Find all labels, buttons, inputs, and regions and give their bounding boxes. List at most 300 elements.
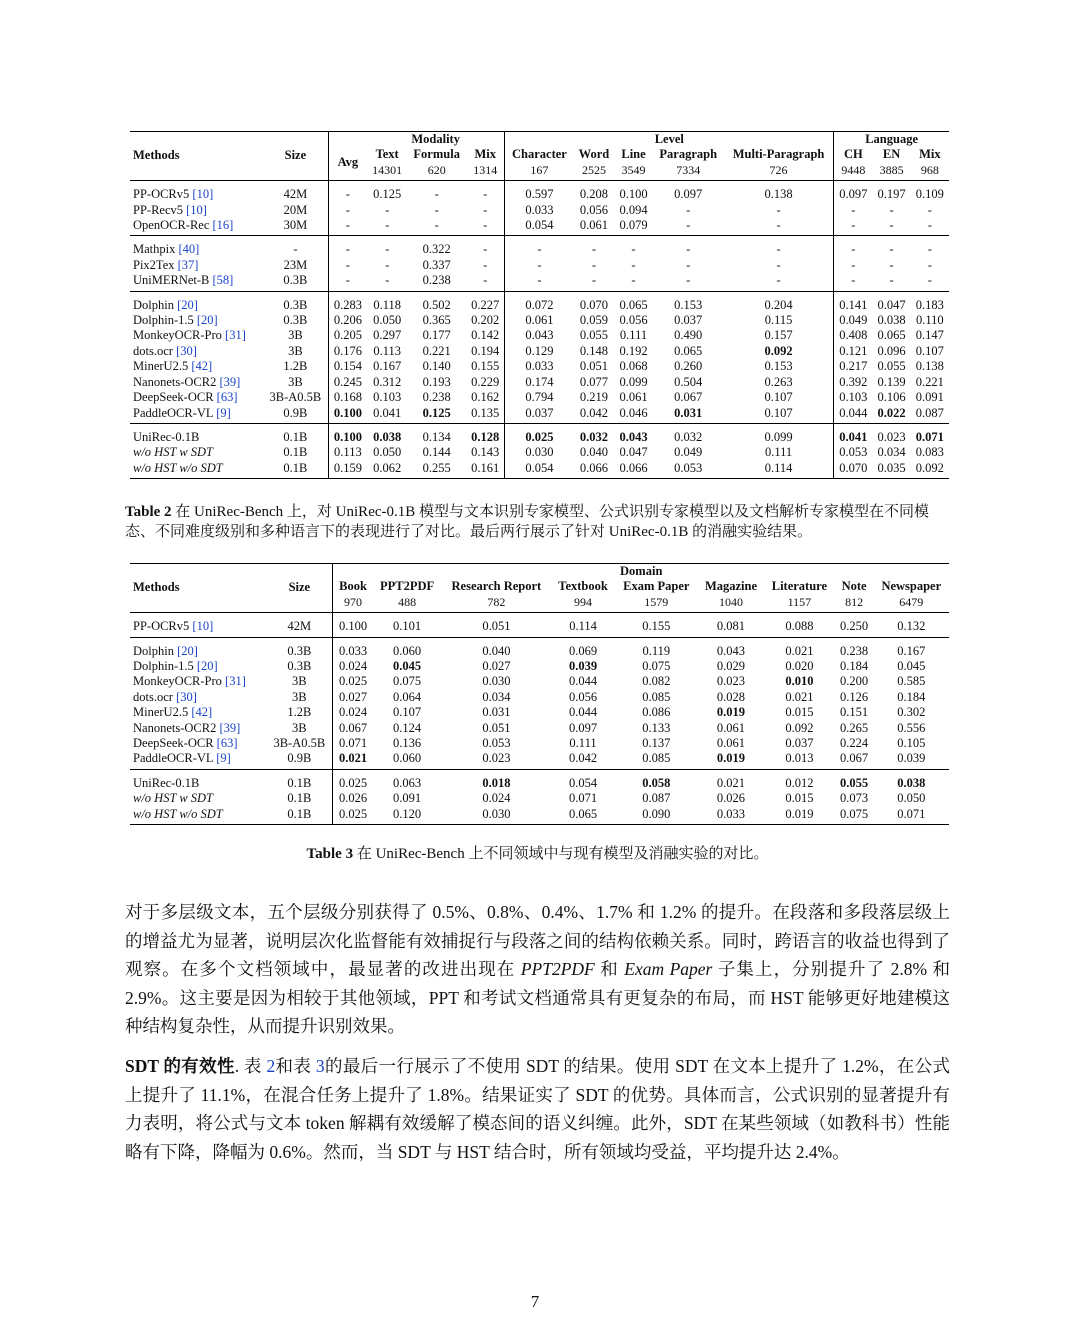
metric-cell: 0.096	[877, 343, 906, 358]
metric-cell: 0.192	[619, 343, 648, 358]
metric-cell: 0.065	[551, 807, 615, 825]
method-label: Pix2Tex	[133, 257, 175, 272]
metric-cell: 0.018	[442, 769, 552, 791]
table-row	[130, 637, 949, 659]
metric-cell: 0.597	[505, 181, 574, 203]
col-book: Book	[333, 579, 373, 594]
metric-cell: -	[724, 236, 834, 258]
method-name	[130, 637, 266, 659]
metric-cell: 0.038	[367, 423, 407, 445]
method-name	[130, 181, 263, 203]
citation-link[interactable]: [20]	[196, 313, 218, 328]
col-methods: Methods	[130, 132, 263, 181]
metric-cell: 0.023	[482, 751, 511, 766]
citation-link[interactable]: [9]	[216, 751, 231, 766]
table-row	[130, 423, 949, 445]
metric-cell: 0.081	[698, 613, 765, 637]
metric-cell: 0.111	[764, 445, 793, 460]
metric-cell: 0.024	[333, 659, 373, 674]
metric-cell: 0.032	[653, 423, 724, 445]
metric-cell: -	[927, 257, 932, 272]
metric-cell: -	[591, 273, 597, 288]
method-label: PaddleOCR-VL	[133, 405, 214, 420]
metric-cell: -	[631, 273, 636, 288]
metric-cell: 0.021	[333, 751, 373, 769]
citation-link[interactable]: [37]	[177, 257, 199, 272]
table-row	[130, 344, 949, 359]
citation-link[interactable]: [31]	[225, 328, 246, 343]
method-name	[130, 313, 263, 328]
p1-text-a: 对于多层级文本，五个层级分别获得了 0.5%、0.8%、0.4%、1.7% 和 1.2% 的提升。在段落和多段落层级上的增益尤为显著，说明层次化监督能有效捕捉行与段落之间的结构依赖关系。同时，跨语言的收益也得到了观察。在多个文档领域中，最显著的改进出现在	[125, 902, 950, 979]
model-size: 0.1B	[283, 445, 308, 460]
model-size: 0.1B	[287, 791, 312, 806]
t3-col-size: Size	[266, 564, 333, 613]
group-language: Language	[834, 132, 949, 148]
metric-cell: 0.020	[785, 659, 814, 674]
metric-cell: -	[328, 218, 367, 236]
metric-cell: 0.138	[915, 359, 944, 374]
metric-cell: 0.408	[834, 328, 873, 343]
method-name	[130, 690, 266, 705]
metric-cell: 0.026	[716, 791, 746, 806]
model-size: -	[263, 236, 328, 258]
table-3	[130, 563, 949, 825]
method-name	[130, 736, 266, 751]
metric-cell: -	[889, 257, 894, 272]
metric-cell: 0.087	[642, 791, 671, 806]
metric-cell: 0.238	[422, 390, 451, 405]
metric-cell: 0.110	[916, 313, 944, 328]
metric-cell: 0.157	[764, 328, 793, 343]
metric-cell: 0.065	[877, 328, 906, 343]
metric-cell: 0.119	[615, 637, 698, 659]
metric-cell: 0.585	[897, 674, 926, 689]
citation-link[interactable]: [42]	[191, 359, 213, 374]
metric-cell: -	[466, 236, 505, 258]
metric-cell: 0.128	[466, 423, 505, 445]
metric-cell: 0.044	[568, 674, 598, 689]
col-lang-mix: Mix	[919, 147, 941, 162]
metric-cell: 0.202	[471, 313, 500, 328]
metric-cell: 0.062	[367, 461, 407, 479]
metric-cell: 0.184	[897, 689, 926, 704]
metric-cell: 0.063	[373, 769, 442, 791]
metric-cell: 0.392	[834, 375, 873, 390]
metric-cell: 0.091	[915, 390, 944, 405]
metric-cell: 0.097	[568, 720, 598, 735]
metric-cell: 0.136	[393, 736, 422, 751]
metric-cell: 0.193	[422, 374, 451, 389]
paragraph-multilevel-gains	[125, 898, 950, 1041]
metric-cell: 0.033	[505, 203, 574, 218]
model-size: 3B	[292, 674, 307, 689]
model-size: 3B	[288, 328, 303, 343]
table-row	[130, 359, 949, 374]
metric-cell: 0.044	[834, 406, 873, 424]
metric-cell: 0.111	[619, 328, 648, 343]
citation-link[interactable]: [10]	[192, 619, 214, 634]
metric-cell: -	[872, 236, 910, 258]
metric-cell: 0.100	[328, 423, 367, 445]
metric-cell: 0.204	[724, 291, 834, 313]
metric-cell: 0.133	[642, 720, 671, 735]
metric-cell: 0.245	[328, 375, 367, 390]
metric-cell: 0.100	[614, 181, 652, 203]
metric-cell: 0.050	[897, 791, 926, 806]
metric-cell: 0.060	[373, 637, 442, 659]
table-row	[130, 769, 949, 791]
metric-cell: 0.139	[877, 374, 906, 389]
method-label: Dolphin-1.5	[133, 313, 194, 328]
metric-cell: 0.051	[442, 613, 552, 637]
citation-link[interactable]: [20]	[177, 643, 198, 658]
metric-cell: 0.141	[834, 291, 873, 313]
metric-cell: -	[776, 273, 781, 288]
count-character: 167	[505, 163, 574, 181]
metric-cell: 0.034	[482, 689, 511, 704]
metric-cell: 0.297	[373, 328, 402, 343]
citation-link[interactable]: [58]	[212, 273, 234, 288]
metric-cell: 0.504	[674, 374, 703, 389]
metric-cell: 0.137	[642, 736, 671, 751]
metric-cell: -	[407, 181, 466, 203]
metric-cell: 0.106	[877, 390, 906, 405]
col-textbook: Textbook	[558, 579, 608, 594]
method-name	[130, 406, 263, 424]
citation-link[interactable]: [63]	[216, 390, 238, 405]
metric-cell: 0.238	[835, 637, 874, 659]
metric-cell: 0.255	[407, 461, 466, 479]
citation-link[interactable]: [42]	[191, 705, 213, 720]
metric-cell: -	[834, 273, 873, 291]
metric-cell: -	[889, 273, 894, 288]
method-name	[130, 705, 266, 720]
metric-cell: -	[466, 181, 505, 203]
metric-cell: 0.040	[442, 637, 552, 659]
model-size: 0.1B	[263, 461, 328, 479]
metric-cell: 0.045	[393, 659, 422, 674]
metric-cell: -	[434, 202, 439, 217]
model-size: 3B	[288, 374, 303, 389]
metric-cell: 0.015	[785, 705, 814, 720]
method-name	[130, 344, 263, 359]
metric-cell: -	[385, 257, 390, 272]
table-row	[130, 236, 949, 258]
metric-cell: 0.115	[764, 313, 793, 328]
citation-link[interactable]: [10]	[186, 202, 207, 217]
metric-cell: 0.070	[574, 291, 615, 313]
metric-cell: 0.126	[840, 689, 869, 704]
citation-link[interactable]: [30]	[176, 689, 197, 704]
metric-cell: 0.174	[505, 375, 574, 390]
table-row	[130, 807, 949, 825]
citation-link[interactable]: [20]	[196, 659, 218, 674]
metric-cell: 0.021	[698, 769, 765, 791]
metric-cell: 0.033	[505, 359, 574, 374]
metric-cell: 0.024	[333, 705, 373, 720]
metric-cell: -	[776, 257, 781, 272]
metric-cell: 0.038	[874, 769, 949, 791]
metric-cell: 0.019	[716, 705, 746, 720]
metric-cell: -	[483, 202, 488, 217]
model-size: 30M	[283, 218, 308, 233]
table-row	[130, 736, 949, 751]
method-name	[130, 721, 266, 736]
citation-link[interactable]: [40]	[178, 242, 200, 257]
metric-cell: -	[328, 181, 367, 203]
metric-cell: 0.042	[579, 405, 609, 420]
metric-cell: -	[483, 257, 488, 272]
metric-cell: 0.024	[482, 791, 511, 806]
table-row	[130, 690, 949, 705]
metric-cell: 0.056	[568, 689, 598, 704]
count-text: 14301	[372, 162, 403, 177]
method-name	[130, 273, 263, 291]
metric-cell: 0.502	[407, 291, 466, 313]
method-name	[130, 359, 263, 374]
metric-cell: 0.168	[328, 390, 367, 405]
paragraph-sdt-effectiveness	[125, 1052, 950, 1166]
metric-cell: 0.043	[698, 637, 765, 659]
table-2	[130, 131, 949, 479]
metric-cell: 0.113	[328, 445, 367, 460]
metric-cell: 0.046	[619, 405, 648, 420]
method-label: Nanonets-OCR2	[133, 720, 217, 735]
method-name	[130, 751, 266, 769]
metric-cell: 0.047	[872, 291, 910, 313]
method-name	[130, 203, 263, 218]
metric-cell: 0.088	[764, 613, 834, 637]
metric-cell: 0.087	[915, 405, 944, 420]
metric-cell: 0.071	[874, 807, 949, 825]
method-name	[130, 659, 266, 674]
table-row	[130, 181, 949, 203]
metric-cell: 0.054	[505, 461, 574, 479]
metric-cell: -	[776, 202, 781, 217]
metric-cell: 0.162	[471, 390, 500, 405]
col-ch: CH	[834, 147, 873, 162]
metric-cell: -	[834, 236, 873, 258]
model-size: 3B-A0.5B	[273, 736, 326, 751]
group-level: Level	[505, 132, 834, 148]
citation-link[interactable]: [20]	[177, 297, 198, 312]
metric-cell: 0.086	[642, 705, 671, 720]
metric-cell: -	[614, 236, 652, 258]
metric-cell: 0.049	[674, 445, 703, 460]
model-size: 0.9B	[283, 405, 308, 420]
method-label: OpenOCR-Rec	[133, 218, 210, 233]
metric-cell: 0.034	[877, 445, 906, 460]
metric-cell: -	[385, 202, 390, 217]
col-note: Note	[841, 579, 867, 594]
table-2-caption	[125, 502, 950, 542]
metric-cell: 0.030	[482, 674, 511, 689]
metric-cell: 0.035	[872, 461, 910, 479]
table-row	[130, 791, 949, 806]
col-formula: Formula	[413, 147, 460, 162]
citation-link[interactable]: [63]	[216, 736, 238, 751]
metric-cell: -	[889, 202, 894, 217]
metric-cell: 0.100	[328, 406, 367, 424]
metric-cell: 0.227	[466, 291, 505, 313]
metric-cell: -	[686, 257, 691, 272]
metric-cell: 0.109	[911, 181, 949, 203]
metric-cell: 0.208	[574, 181, 615, 203]
ref-table-2-link[interactable]: 2	[266, 1056, 276, 1076]
metric-cell: 0.556	[897, 720, 926, 735]
method-label: dots.ocr	[133, 689, 173, 704]
p1-text-c: 子集上，分别提升了 2.8% 和 2.9%。这主要是因为相较于其他领域，PPT 和考试文档通常具有更复杂的布局，而 HST 能够更好地建模这种结构复杂性，从而提升识别效果。	[125, 959, 951, 1036]
method-label: PP-Recv5	[133, 202, 183, 217]
citation-link[interactable]: [10]	[192, 187, 214, 202]
count-book: 970	[333, 595, 373, 613]
metric-cell: 0.159	[328, 461, 367, 479]
method-label: UniMERNet-B	[133, 273, 210, 288]
metric-cell: 0.032	[574, 423, 615, 445]
col-literature: Literature	[771, 579, 828, 594]
method-name	[130, 390, 263, 405]
metric-cell: 0.061	[716, 736, 746, 751]
metric-cell: 0.056	[619, 313, 648, 328]
metric-cell: 0.053	[653, 461, 724, 479]
metric-cell: 0.097	[834, 181, 873, 203]
metric-cell: 0.097	[653, 181, 724, 203]
metric-cell: -	[591, 257, 597, 272]
metric-cell: 0.026	[333, 791, 373, 806]
metric-cell: 0.161	[466, 461, 505, 479]
method-label: MinerU2.5	[133, 705, 189, 720]
metric-cell: 0.021	[764, 637, 834, 659]
metric-cell: 0.033	[333, 637, 373, 659]
metric-cell: 0.077	[579, 374, 609, 389]
method-name	[130, 291, 263, 313]
model-size: 0.3B	[283, 313, 308, 328]
metric-cell: 0.219	[579, 390, 609, 405]
metric-cell: -	[483, 273, 488, 288]
metric-cell: 0.118	[367, 291, 407, 313]
metric-cell: 0.066	[574, 461, 615, 479]
citation-link[interactable]: [30]	[176, 343, 197, 358]
col-paragraph: Paragraph	[659, 147, 718, 162]
metric-cell: 0.153	[764, 359, 793, 374]
model-size: 3B	[288, 343, 303, 358]
method-label: w/o HST w/o SDT	[133, 806, 223, 821]
method-label: UniRec-0.1B	[133, 429, 200, 444]
table-row	[130, 461, 949, 479]
p2-text-c: 的最后一行展示了不使用 SDT 的结果。使用 SDT 在文本上提升了 1.2%，在公式上提升了 11.1%，在混合任务上提升了 1.8%。结果证实了 SDT 的优势。具体而言，公式识别的显著提升有力表明，将公式与文本 token 解耦有效缓解了模态间的语义纠缠。此外，SDT 在某些领域（如教科书）性能略有下降，降幅为 0.6%。然而，当 SDT 与 HST 结合时，所有领域均受益，平均提升达 2.4%。	[125, 1056, 950, 1162]
metric-cell: 0.071	[568, 791, 598, 806]
metric-cell: 0.044	[568, 705, 598, 720]
metric-cell: 0.124	[393, 720, 422, 735]
col-mix: Mix	[474, 147, 496, 162]
metric-cell: -	[385, 218, 390, 233]
metric-cell: 0.132	[874, 613, 949, 637]
metric-cell: 0.337	[422, 257, 451, 272]
metric-cell: 0.071	[333, 736, 373, 751]
metric-cell: 0.061	[505, 313, 574, 328]
count-word: 2525	[581, 162, 606, 177]
table-3-caption	[125, 844, 950, 864]
model-size: 3B-A0.5B	[269, 390, 322, 405]
citation-link[interactable]: [16]	[212, 218, 234, 233]
metric-cell: -	[834, 203, 873, 218]
metric-cell: 0.056	[579, 202, 609, 217]
method-label: DeepSeek-OCR	[133, 736, 214, 751]
metric-cell: 0.092	[911, 461, 949, 479]
metric-cell: -	[927, 202, 932, 217]
metric-cell: 0.067	[333, 721, 373, 736]
method-label: PP-OCRv5	[133, 619, 190, 634]
metric-cell: 0.050	[373, 445, 402, 460]
count-lang-mix: 968	[920, 162, 939, 177]
citation-link[interactable]: [31]	[225, 674, 246, 689]
model-size: 0.1B	[266, 807, 333, 825]
metric-cell: 0.025	[333, 674, 373, 689]
metric-cell: 0.041	[834, 423, 873, 445]
metric-cell: 0.085	[642, 751, 671, 766]
table-row	[130, 291, 949, 313]
method-label: w/o HST w/o SDT	[133, 460, 223, 475]
metric-cell: 0.019	[716, 751, 746, 766]
model-size: 1.2B	[283, 359, 308, 374]
page-number: 7	[530, 1292, 540, 1311]
method-label: Dolphin-1.5	[133, 659, 194, 674]
metric-cell: 0.091	[393, 791, 422, 806]
model-size: 1.2B	[287, 705, 312, 720]
metric-cell: 0.028	[716, 689, 746, 704]
metric-cell: -	[574, 236, 615, 258]
citation-link[interactable]: [39]	[219, 374, 241, 389]
col-character: Character	[505, 147, 574, 162]
metric-cell: 0.051	[482, 720, 511, 735]
metric-cell: 0.167	[874, 637, 949, 659]
metric-cell: 0.039	[897, 751, 926, 766]
metric-cell: 0.167	[373, 359, 402, 374]
col-text: Text	[375, 147, 399, 162]
table-row	[130, 751, 949, 769]
citation-link[interactable]: [9]	[216, 405, 231, 420]
table-row	[130, 406, 949, 424]
col-newspaper: Newspaper	[881, 579, 942, 594]
metric-cell: 0.071	[911, 423, 949, 445]
metric-cell: 0.051	[579, 359, 609, 374]
metric-cell: 0.101	[373, 613, 442, 637]
metric-cell: 0.037	[505, 406, 574, 424]
metric-cell: 0.079	[619, 218, 648, 233]
citation-link[interactable]: [39]	[219, 720, 241, 735]
method-label: PP-OCRv5	[133, 187, 190, 202]
metric-cell: 0.066	[614, 461, 652, 479]
metric-cell: 0.027	[333, 690, 373, 705]
ref-table-3-link[interactable]: 3	[315, 1056, 325, 1076]
metric-cell: 0.023	[872, 423, 910, 445]
col-research-report: Research Report	[451, 579, 542, 594]
metric-cell: 0.197	[872, 181, 910, 203]
metric-cell: 0.490	[674, 328, 703, 343]
metric-cell: 0.125	[422, 405, 451, 420]
group-domain: Domain	[333, 564, 949, 580]
metric-cell: 0.148	[579, 343, 609, 358]
metric-cell: -	[927, 273, 932, 288]
table-row	[130, 313, 949, 328]
p2-text-a: . 表	[234, 1056, 267, 1076]
metric-cell: 0.221	[422, 343, 451, 358]
metric-cell: 0.065	[674, 343, 703, 358]
metric-cell: 0.105	[897, 736, 926, 751]
metric-cell: 0.144	[422, 445, 451, 460]
metric-cell: 0.061	[716, 720, 746, 735]
metric-cell: 0.068	[619, 359, 648, 374]
